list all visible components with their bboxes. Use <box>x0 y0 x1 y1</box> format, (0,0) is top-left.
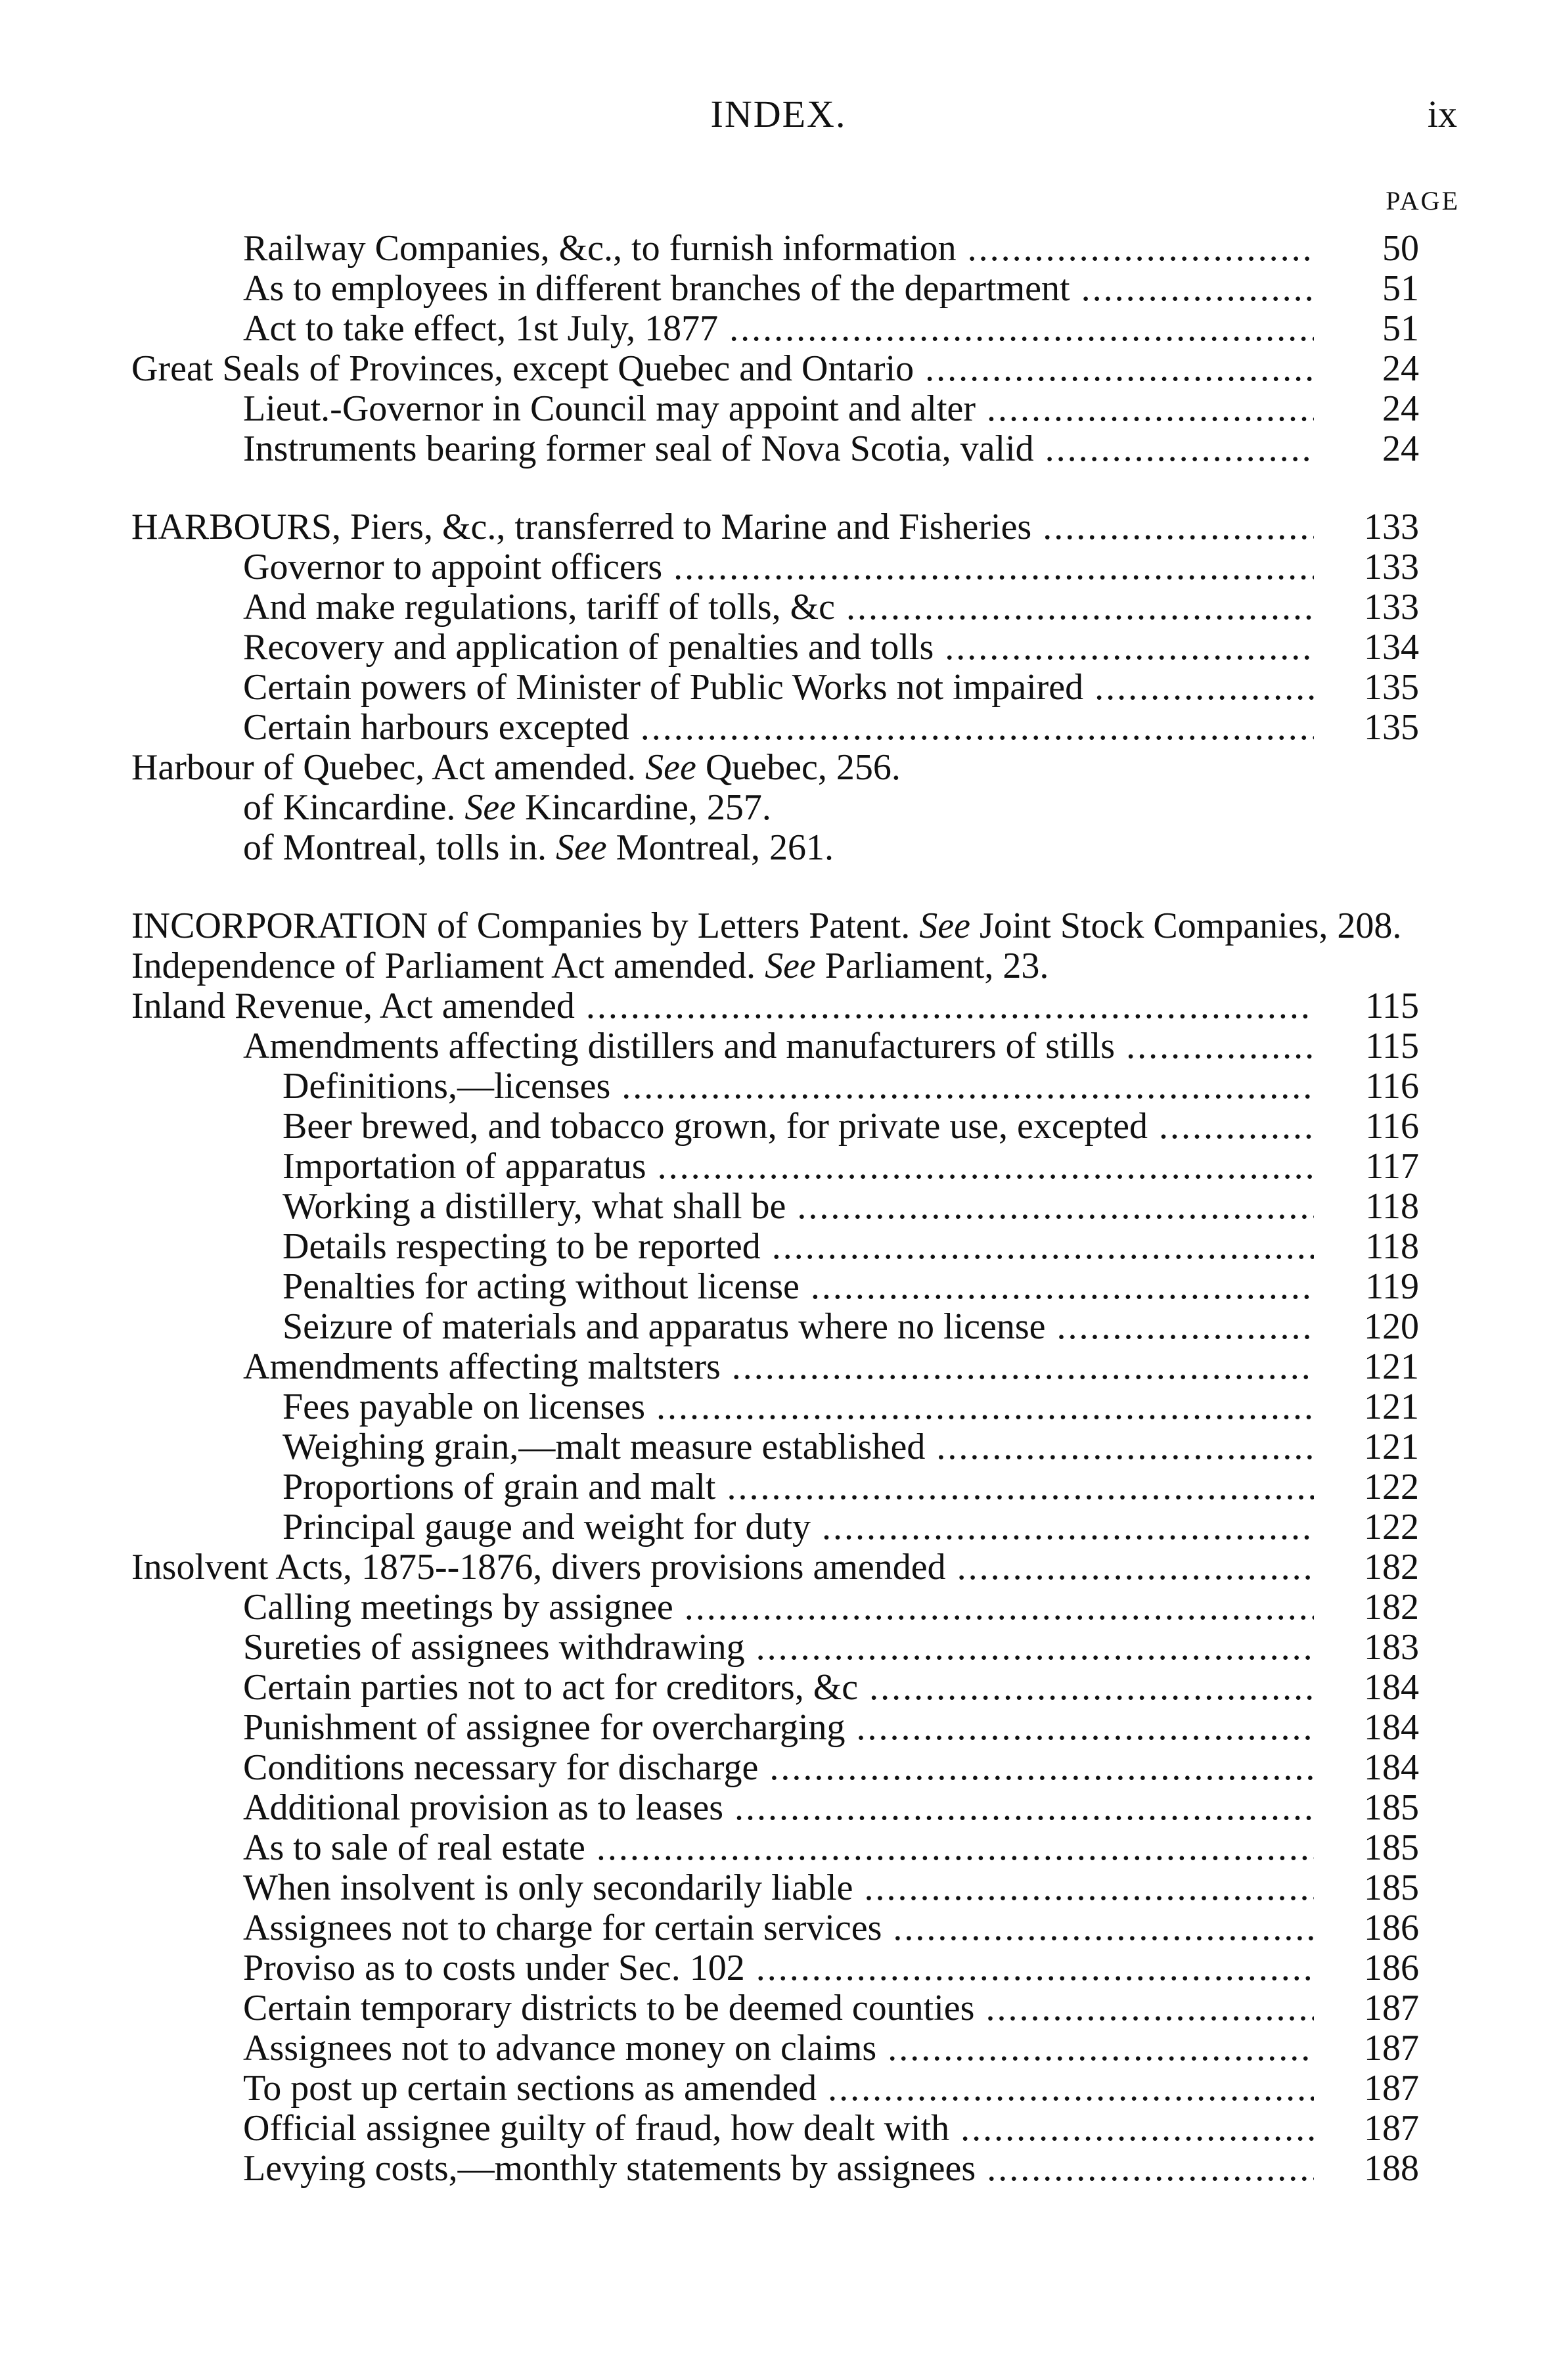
entry-text <box>243 1668 1314 1708</box>
see-reference-label: See <box>645 748 696 788</box>
page-column-label: PAGE <box>1386 186 1460 216</box>
entry-page-number: 185 <box>1364 1787 1419 1828</box>
entry-page-number: 51 <box>1382 268 1419 309</box>
entry-heading: Act to take effect, 1st July, 1877 <box>243 309 719 349</box>
entry-heading: Sureties of assignees withdrawing <box>243 1628 745 1668</box>
entry-heading: Certain parties not to act for creditors, &c <box>243 1668 859 1708</box>
entry-page-number: 24 <box>1382 428 1419 469</box>
entry-text <box>243 628 1314 668</box>
entry-heading: Conditions necessary for discharge <box>243 1748 759 1788</box>
index-entry <box>131 429 1419 469</box>
entry-text <box>282 1307 1314 1347</box>
entry-heading: Principal gauge and weight for duty <box>282 1507 811 1547</box>
index-entry <box>131 1828 1419 1868</box>
entry-text <box>282 1066 1314 1107</box>
entry-page-number: 188 <box>1364 2148 1419 2189</box>
entry-heading: Governor to appoint officers <box>243 547 663 587</box>
see-reference-target: Montreal, 261. <box>616 828 834 868</box>
entry-page-number: 117 <box>1365 1146 1419 1187</box>
entry-heading: Beer brewed, and tobacco grown, for private use, excepted <box>282 1107 1148 1147</box>
entry-text <box>243 1588 1314 1628</box>
entry-heading: Insolvent Acts, 1875--1876, divers provisions amended <box>131 1547 946 1588</box>
entry-page-number: 182 <box>1364 1587 1419 1628</box>
index-entry <box>131 1107 1419 1147</box>
index-entry <box>131 1347 1419 1387</box>
index-entry <box>131 1748 1419 1788</box>
entry-text <box>243 2069 1314 2109</box>
entry-text <box>282 1147 1314 1187</box>
entry-text <box>282 1187 1314 1227</box>
entry-page-number: 116 <box>1365 1106 1419 1147</box>
index-entry <box>131 2109 1419 2149</box>
entry-page-number: 120 <box>1364 1306 1419 1347</box>
index-entry <box>131 1788 1419 1828</box>
entry-heading: Certain temporary districts to be deemed counties <box>243 1988 975 2028</box>
entry-heading: Seizure of materials and apparatus where no license <box>282 1307 1046 1347</box>
entry-heading: of Montreal, tolls in. <box>243 828 547 868</box>
entry-heading: Inland Revenue, Act amended <box>131 986 575 1026</box>
entry-text <box>243 1908 1314 1948</box>
entry-text <box>131 905 1401 946</box>
index-entry <box>131 1588 1419 1628</box>
entry-heading: Certain powers of Minister of Public Works not impaired <box>243 668 1084 708</box>
entry-text <box>243 547 1314 587</box>
entry-page-number: 122 <box>1364 1507 1419 1547</box>
entry-heading: As to sale of real estate <box>243 1828 585 1868</box>
index-entry <box>131 1708 1419 1748</box>
entry-heading: Levying costs,—monthly statements by assignees <box>243 2149 976 2189</box>
index-entry <box>131 1427 1419 1467</box>
entry-page-number: 184 <box>1364 1667 1419 1708</box>
index-entry <box>131 628 1419 668</box>
entry-text <box>243 1748 1314 1788</box>
entry-text <box>243 389 1314 429</box>
index-entry <box>131 2069 1419 2109</box>
entry-heading: Fees payable on licenses <box>282 1387 646 1427</box>
entry-page-number: 115 <box>1365 1026 1419 1066</box>
entry-text <box>282 1267 1314 1307</box>
entry-page-number: 115 <box>1365 986 1419 1026</box>
entry-text <box>243 2109 1314 2149</box>
entry-heading: To post up certain sections as amended <box>243 2069 817 2109</box>
entry-text <box>243 1828 1314 1868</box>
index-entry <box>131 1547 1419 1588</box>
running-head <box>0 92 1557 145</box>
entry-text <box>131 748 1314 788</box>
entry-heading: Punishment of assignee for overcharging <box>243 1708 846 1748</box>
entry-page-number: 186 <box>1364 1948 1419 1988</box>
entry-page-number: 182 <box>1364 1547 1419 1588</box>
entry-page-number: 187 <box>1364 2028 1419 2069</box>
see-reference-label: See <box>919 905 970 946</box>
index-entry <box>131 668 1419 708</box>
see-reference-label: See <box>464 788 516 828</box>
index-entry <box>131 269 1419 309</box>
entry-heading: Definitions,—licenses <box>282 1066 611 1107</box>
entry-text <box>282 1107 1314 1147</box>
index-entry <box>131 1988 1419 2028</box>
entry-page-number: 122 <box>1364 1467 1419 1507</box>
entry-heading: Independence of Parliament Act amended. <box>131 946 756 986</box>
see-reference-label: See <box>555 828 607 868</box>
index-entry <box>131 349 1419 389</box>
index-entry <box>131 1628 1419 1668</box>
entry-text <box>243 788 1314 828</box>
entry-text <box>243 668 1314 708</box>
entry-page-number: 187 <box>1364 2068 1419 2109</box>
entry-text <box>131 986 1314 1026</box>
entry-page-number: 24 <box>1382 348 1419 389</box>
entry-page-number: 116 <box>1365 1066 1419 1107</box>
index-entry <box>131 1026 1419 1066</box>
index-entry <box>131 1267 1419 1307</box>
entry-page-number: 183 <box>1364 1627 1419 1668</box>
entry-text <box>243 1868 1314 1908</box>
index-entry <box>131 1668 1419 1708</box>
entry-text <box>243 2028 1314 2069</box>
entry-heading: HARBOURS, Piers, &c., transferred to Marine and Fisheries <box>131 507 1032 547</box>
entry-page-number: 118 <box>1365 1186 1419 1227</box>
entry-page-number: 51 <box>1382 308 1419 349</box>
entry-page-number: 24 <box>1382 388 1419 429</box>
entry-page-number: 135 <box>1364 667 1419 708</box>
entry-text <box>243 309 1314 349</box>
entry-page-number: 185 <box>1364 1867 1419 1908</box>
entry-text <box>131 946 1314 986</box>
page-title: INDEX. <box>710 93 847 135</box>
index-entry <box>131 708 1419 748</box>
see-reference-label: See <box>765 946 816 986</box>
entry-text <box>243 708 1314 748</box>
entry-heading: Penalties for acting without license <box>282 1267 800 1307</box>
index-entry <box>131 1227 1419 1267</box>
entry-text <box>243 587 1314 628</box>
entry-heading: Lieut.-Governor in Council may appoint and alter <box>243 389 976 429</box>
index-entry <box>131 507 1419 547</box>
entry-heading: Harbour of Quebec, Act amended. <box>131 748 637 788</box>
index-entry <box>131 229 1419 269</box>
entry-text <box>243 2149 1314 2189</box>
entry-text <box>243 1026 1314 1066</box>
index-entry <box>131 1467 1419 1507</box>
index-entries <box>131 229 1419 2189</box>
entry-text <box>243 1788 1314 1828</box>
entry-page-number: 133 <box>1364 507 1419 547</box>
entry-page-number: 135 <box>1364 707 1419 748</box>
entry-text <box>243 1988 1314 2028</box>
entry-heading: of Kincardine. <box>243 788 456 828</box>
see-reference-target: Parliament, 23. <box>824 946 1049 986</box>
index-entry <box>131 788 1419 828</box>
entry-heading: Amendments affecting maltsters <box>243 1347 721 1387</box>
entry-heading: Calling meetings by assignee <box>243 1588 673 1628</box>
entry-text <box>243 269 1314 309</box>
index-entry <box>131 1908 1419 1948</box>
index-entry <box>131 1307 1419 1347</box>
entry-page-number: 184 <box>1364 1747 1419 1788</box>
entry-text <box>243 229 1314 269</box>
entry-text <box>243 1948 1314 1988</box>
entry-page-number: 118 <box>1365 1226 1419 1267</box>
index-entry <box>131 309 1419 349</box>
index-entry <box>131 946 1419 986</box>
entry-heading: Great Seals of Provinces, except Quebec and Ontario <box>131 349 914 389</box>
see-reference-target: Kincardine, 257. <box>525 788 771 828</box>
see-reference-target: Joint Stock Companies, 208. <box>979 905 1402 946</box>
entry-text <box>282 1507 1314 1547</box>
index-entry <box>131 1507 1419 1547</box>
page-number: ix <box>1427 93 1457 135</box>
entry-heading: And make regulations, tariff of tolls, &c <box>243 587 835 628</box>
entry-text <box>282 1467 1314 1507</box>
index-entry <box>131 547 1419 587</box>
entry-page-number: 187 <box>1364 2108 1419 2149</box>
entry-text <box>243 1628 1314 1668</box>
entry-text <box>282 1427 1314 1467</box>
entry-heading: INCORPORATION of Companies by Letters Patent. <box>131 905 911 946</box>
entry-page-number: 187 <box>1364 1988 1419 2028</box>
entry-heading: Amendments affecting distillers and manufacturers of stills <box>243 1026 1116 1066</box>
entry-heading: Official assignee guilty of fraud, how dealt with <box>243 2109 950 2149</box>
entry-page-number: 133 <box>1364 547 1419 587</box>
entry-heading: When insolvent is only secondarily liable <box>243 1868 853 1908</box>
index-entry <box>131 1187 1419 1227</box>
index-entry <box>131 587 1419 628</box>
index-entry <box>131 906 1419 946</box>
entry-heading: Proviso as to costs under Sec. 102 <box>243 1948 745 1988</box>
entry-text <box>243 429 1314 469</box>
index-entry <box>131 1948 1419 1988</box>
index-entry <box>131 2028 1419 2069</box>
index-entry <box>131 748 1419 788</box>
entry-page-number: 186 <box>1364 1908 1419 1948</box>
entry-page-number: 121 <box>1364 1427 1419 1467</box>
entry-heading: Assignees not to charge for certain services <box>243 1908 882 1948</box>
entry-heading: As to employees in different branches of the department <box>243 269 1070 309</box>
entry-heading: Proportions of grain and malt <box>282 1467 716 1507</box>
entry-text <box>243 1708 1314 1748</box>
entry-text <box>131 507 1314 547</box>
entry-text <box>282 1387 1314 1427</box>
entry-heading: Weighing grain,—malt measure established <box>282 1427 926 1467</box>
entry-page-number: 184 <box>1364 1707 1419 1748</box>
entry-heading: Working a distillery, what shall be <box>282 1187 786 1227</box>
entry-page-number: 121 <box>1364 1346 1419 1387</box>
entry-heading: Assignees not to advance money on claims <box>243 2028 877 2069</box>
entry-heading: Certain harbours excepted <box>243 708 629 748</box>
entry-text <box>243 828 1314 868</box>
entry-page-number: 133 <box>1364 587 1419 628</box>
entry-heading: Instruments bearing former seal of Nova Scotia, valid <box>243 429 1034 469</box>
entry-heading: Details respecting to be reported <box>282 1227 761 1267</box>
index-entry <box>131 1066 1419 1107</box>
entry-text <box>131 349 1314 389</box>
entry-heading: Railway Companies, &c., to furnish information <box>243 229 957 269</box>
index-entry <box>131 1387 1419 1427</box>
index-entry <box>131 986 1419 1026</box>
entry-page-number: 119 <box>1365 1266 1419 1307</box>
index-entry <box>131 828 1419 868</box>
entry-text <box>131 1547 1314 1588</box>
entry-text <box>282 1227 1314 1267</box>
entry-heading: Recovery and application of penalties and tolls <box>243 628 934 668</box>
index-entry <box>131 1147 1419 1187</box>
see-reference-target: Quebec, 256. <box>705 748 901 788</box>
index-entry <box>131 1868 1419 1908</box>
entry-heading: Additional provision as to leases <box>243 1788 724 1828</box>
entry-text <box>243 1347 1314 1387</box>
index-entry <box>131 2149 1419 2189</box>
entry-page-number: 121 <box>1364 1386 1419 1427</box>
index-entry <box>131 389 1419 429</box>
entry-heading: Importation of apparatus <box>282 1147 646 1187</box>
entry-page-number: 185 <box>1364 1827 1419 1868</box>
entry-page-number: 50 <box>1382 228 1419 269</box>
entry-page-number: 134 <box>1364 627 1419 668</box>
